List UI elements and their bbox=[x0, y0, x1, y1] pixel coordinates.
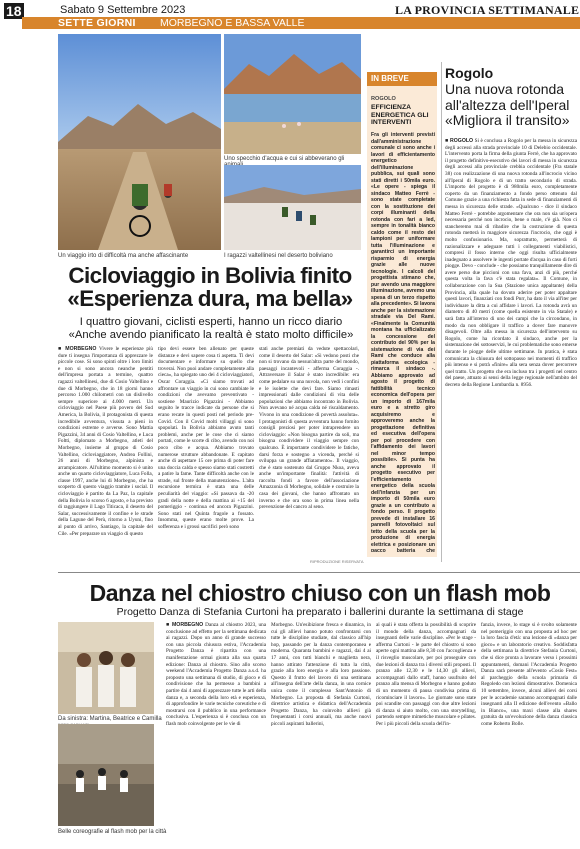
brief-title: EFFICIENZA ENERGETICA GLI INTERVENTI bbox=[371, 104, 429, 127]
bolivia-column-2-text: tipo devi essere ben allenato per queste distanze e devi sapere cosa ti aspetta. Ti devi documentare e informare su quello che troverai. Non puoi andare completamente alla cieca», ha spiegato uno dei 4 cicloviaggiatori, Oscar Coraggia. «Ci siamo trovati ad affrontare un viaggio in cui sono cambiate le condizioni che avevamo preventivato - sostiene Maurizio Pigazzini - Abbiamo seguito le tracce indicate da persone che si erano recate in questi posti nel periodo pre-Covid. Con il Covid molti villaggi si sono spopolati. In Bolivia abbiamo avuto tanti problemi, anche per le cose che ci siamo portati, come le scorte di cibo, avendo con noi poco cibo e acqua. Abbiamo trovato numerose strutture abbandonate. E capitato anche di aspettare 15 ore prima di poter fare una doccia calda e spesso siamo stati costretti a patire la fame. Tante difficoltà anche con le strade, sul fronte della manutenzione». L'alta escursione termica è stata una delle peculiarità del viaggio: «Si passava da -20 gradi della notte e della mattina ai +15 del pomeriggio - continua ed ancora Pigazzini. Sono stati nel Quinta fragole a fossato. Insomma, queste erano molte prove. La sofferenza e i grossi sacrifici però sono bbox=[158, 346, 254, 531]
caption-danza-bottom: Belle coreografie al flash mob per la città bbox=[58, 829, 167, 835]
rogolo-dateline: ■ ROGOLO bbox=[445, 138, 474, 144]
brief-kicker: ROGOLO bbox=[371, 96, 396, 102]
rogolo-body bbox=[445, 138, 577, 558]
bolivia-column-1 bbox=[58, 346, 153, 564]
danza-column-1 bbox=[166, 622, 266, 844]
danza-title: Danza nel chiostro chiuso con un flash mob bbox=[89, 580, 551, 606]
bolivia-deck-line1: I quattro giovani, ciclisti esperti, hanno un ricco diario bbox=[79, 316, 343, 328]
photo-bolivia-top-right bbox=[224, 34, 361, 154]
bolivia-credit: RIPRODUZIONE RISERVATA bbox=[310, 559, 364, 564]
issue-date: Sabato 9 Settembre 2023 bbox=[60, 4, 186, 16]
bolivia-deck bbox=[56, 316, 366, 342]
bolivia-column-3-text: stati anche premiati da vedute spettacolari, come il deserto del Salar: «Si vedono posti che non si trovano da nessun'altra parte del mondo, paesaggi incantevoli - afferma Coraggia -. Attraversare il Salar è stato incredibile: era come pedalare su una nuvola, non vedi i confini e le isolette che devi fare. Siamo rimasti impressionati dalle condizioni di vita delle popolazioni che abbiamo incontrato in Bolivia. Non avevano né acqua calda né riscaldamento. Vivono in una condizione di povertà assoluta». I protagonisti di questa avventura hanno fornito consigli preziosi per poter intraprendere un cicloviaggio: «Non bisogna partire da soli, ma bisogna condividere il viaggio sempre con qualcuno. È importante condividere le fatiche, darsi forza e sostegno a vicenda, perché si sviluppa un grande affiatamento». Il viaggio, che è stato sostenuto dal Gruppo Nkoa, aveva anche un'importante finalità: l'attività di raccolta fondi a favore dell'associazione Amazzonia di Morbegno, solidale e costruire la casa dei giovani, che hanno affrontato un inverno e che ora sono in prima linea nella prevenzione del cancro al seno. bbox=[259, 346, 359, 511]
bolivia-headline-line1: Cicloviaggio in Bolivia finito bbox=[68, 263, 352, 288]
bolivia-column-2 bbox=[158, 346, 254, 564]
photo-bolivia-bottom-right bbox=[224, 165, 361, 250]
caption-bolivia-bottom-right: I ragazzi valtellinesi nel deserto boliviano bbox=[224, 253, 333, 259]
danza-column-3-text: ai quali è stata offerta la possibilità di scoprire il mondo della danza, accompagnati da insegnanti delle varie discipline. «Per le stage - afferma Curtoni - le parte del chiostro si sono aperte ogni mattina alle 8,30 con l'accoglienza e il risveglio muscolare, per poi proseguire con due lezioni di danza tra i diversi stili proposti. Il pranzo alle 12,30 e le 14,30 gli allievi, accompagnati dallo staff, hanno usufruito del pranzo alla mensa di Morbegno e hanno goduto di un momento di pausa condivisa prima di ricominciare il lavoro». Le giornate sono state poi scandite con passaggi con due altre lezioni di danza si aiuto molto, con una storytelling, partendo sempre mimetiche muscolare e pilates. Per i più piccoli della scuola dell'in- bbox=[376, 622, 476, 727]
photo-bolivia-left bbox=[58, 34, 221, 250]
rogolo-body-text: Si è conclusa a Rogolo per la messa in sicurezza degli accessi alla strada provinciale 10 di Delebio occidentale. L'intervento porta la firma della giunta Ferrè, che ha approvato il progetto definitivo-esecutivo dei lavori di messa in sicurezza degli accessi alla provinciale crebbia occidentale (Fra statale 38) con realizzazione di una nuova rotonda all'incrocio vicino all'Iperal di Rogolo e di un tratto secondario di strada. L'importo del progetto è di 980mila euro, completamente coperto da un finanziamento a fondo perso ottenuto dal Comune grazie a una richiesta fatta in sede di finanziamenti di messa in sicurezza delle strade. «Qualcuno - dice il sindaco Matteo Ferrè - potrebbe argomentare che ora non sia un'opera necessaria perché non incrocio, bene o male, c'è già. Non ci stancheremo mai di ribadire che la costruzione di questa rotonda metterà in maggiore sicurezza l'incrocio, che oggi è molto confusionario. Ma, soprattutto, permetterà di razionalizzare e adeguare tutti i collegamenti viabilistici, compresi il fosso interno che oggi risulta ufficialmente inadeguato a assolvere le ingenti portate d'acqua in caso di forti piogge. Devo - conclude - che possiamo tranquillamente dire di avere perso due piccioni con una fava, anzi di più, perché questa volta la fava c'è stata regalata». Il Comune, in collaborazione con la Sua (Stazione unica appaltante) della Provincia, alla quale ha dovuto aderire per poter appaltare questi lavori, finanziati con fondi Pnrr, ha dato il via all'iter per individuare la ditta a cui affidare i lavori. La rotonda avrà un diametro di 40 metri (come quella esistente in via Statale) e sarà fatta all'interno di uno dei campi che la circondano, in modo da non obbligare il traffico a dover fare manovre disagevoli. Oltre alla messa in sicurezza dell'intervento su Rogolo, come ha ricordato il sindaco, anche per la sistemazione dei sottoservizi, le cui problematiche sono emerse durante le piogge delle ultime settimane. In pratica, è stata comunicata la chiusura del sottopasso nei momenti di traffico più intenso e si potrà «finire» alla sera senza dover percorrere quel tratto. Un progetto che era incluso tra i progetti nel centro del paese, attuato ai sensi della legge regionale nell'ambito del decreto della Regione Lombardia n. 8956. bbox=[445, 138, 577, 388]
danza-deck: Progetto Danza di Stefania Curtoni ha preparato i ballerini durante la settimana di stage bbox=[116, 606, 524, 618]
bolivia-deck-line2: «Anche avendo pianificato la realtà è stato molto difficile» bbox=[68, 329, 354, 341]
caption-bolivia-left: Un viaggio irto di difficoltà ma anche affascinante bbox=[58, 253, 189, 259]
column-divider bbox=[441, 62, 442, 562]
danza-column-1-text: Danza al chiostro 2023, una conclusione ad effetto per la settimana dedicata ai ragazzi. Dopo un anno di grande successo con una piccola chiusura estiva, l'Accademia Progetto Danza è ripartita con una manifestazione ormai giunta alla sua quarta edizione: Danza al chiostro. Sino allo scorso weekend l'Accademia Progetto Danza a.s.d. ha proposto una settimana di studio, di gioco e di condivisione che ha permesso a bambini a partire dai 4 anni di apprezzare tutte le arti della danza e, a seconda della loro età e esperienza, di approfondire le varie tecniche coreutiche e di mostrarsi con il pubblico in una performance conclusiva. L'esperienza si è conclusa con un flash mob coinvolgente per le vie di bbox=[166, 622, 266, 727]
masthead: LA PROVINCIA SETTIMANALE bbox=[395, 3, 580, 17]
bolivia-headline-line2: «Esperienza dura, ma bella» bbox=[67, 286, 353, 311]
caption-danza-top-text: Da sinistra: Martina, Beatrice e Camilla bbox=[58, 716, 162, 722]
bolivia-headline bbox=[60, 264, 360, 310]
section-label: SETTE GIORNI bbox=[58, 17, 136, 29]
photo-danza-top bbox=[58, 622, 154, 714]
danza-column-2-text: Morbegno. Un'esibizione fresca e dinamica, in cui gli allievi hanno potuto confrontarsi con tutte le discipline studiate, dal classico all'hip hop, passando per la danza contemporanea e moderna. Quaranta bambini e ragazzi, dai 4 ai 17 anni, con tutti bianchi e maglietta nera, hanno attirato l'attenzione di tutta la città, grazie alla loro energia e alla loro passione. Questo il frutto del lavoro di una settimana all'insegna dell'arte della danza, in una cornice unica come il complesso Sant'Antonio di Morbegno. La proposta di Stefania Curtoni, direttrice artistica e didattica dell'Accademia Progetto Danza, ha coinvolto allievi già frequentanti i corsi annuali, ma anche nuovi piccoli aspiranti ballerini, bbox=[271, 622, 371, 727]
danza-dateline: ■ MORBEGNO bbox=[166, 622, 204, 628]
page-number: 18 bbox=[6, 3, 22, 19]
rogolo-title: Una nuova rotonda all'altezza dell'Iperal «Migliora il transito» bbox=[445, 81, 570, 128]
bolivia-column-1-text: Vivere le esperienze più dure ti insegna l'importanza di apprezzare le piccole cose. Si sono spinti oltre i loro limiti e non si sono ancora neanche pentiti dell'impresa portata a termine, quattro ragazzi valtellinesi, due di Cosio Valtellino e due di Morbegno, che in 18 giorni hanno percorso 1.000 chilometri con un dislivello sempre superiore ai 4.000 metri. Un cicloviaggio nel Paese più povero del Sud America, la Bolivia, il protagonista di questa incredibile avventura, vissuta a pieni in condizioni estreme e avverse. Sono Mattia Pigazzini, 34 anni di Cosio Valtellino, e Luca Foltti, diplomato a Morbegno, atleti del Morbegno, insieme al gruppo di Cosio Valtellino, cicloviaggiatore, Andrea Follini, 26 anni di Morbegno, alpinista e arrampicatore. All'ultimo momento si è unito anche un quarto cicloviaggiatore, Luca Folla, classe 1997, anche lui di Morbegno, che ha scoperto di questo viaggio tramite i social. Il cicloviaggio è partito da La Paz, la capitale della Bolivia lo scorso 6 agosto, e ha previsto di raggiungere il Lago Titicaca, il deserto del Salar, successivamente il confine e le strade della Lagune del Perù, ritorno a Uyuni, fino al punto di arrivo, Santiago, la capitale del Cile. «Per preparare un viaggio di questo bbox=[58, 346, 153, 537]
danza-column-4-text: fanzia, invece, lo stage si è svolto solamente nel pomeriggio con una proposta ad hoc per la loro fascia d'età: una lezione di «danza per gioco» e un laboratorio creativo. Soddisfatta della settimana la direttrice Stefania Curtoni, che si dice pronta a lavorare verso i prossimi appuntamenti, domani l'Accademia Progetto Danza sarà presente all'evento «Cosio Fest» al parcheggio della scuola primaria di Regoledo con lezioni dimostrative. Domenica 10 settembre, invece, alcuni allievi dei corsi per le accademie saranno accompagnati dalle insegnanti alla II edizione dell'evento «Ballo in Bianco», una maxi classe alla shares gratuita da un'evoluzione della danza classica come Roberto Bolle. bbox=[481, 622, 577, 727]
bolivia-column-3 bbox=[259, 346, 359, 558]
brief-body: Fra gli interventi previsti dall'amministrazione comunale ci sono anche i lavori di efficientamento energetico dell'illuminazione pubblica, sui quali sono stati diretti i 50mila euro. «Le opere - spiega il sindaco Matteo Ferrè - sono state completate con la sostituzione dei corpi illuminanti della rotonda con fari a led, sempre in tonalità bianco caldo come il resto dei lampioni per uniformare tutta l'illuminazione e garantirci un importante risparmio di energia grazie alle nuove tecnologie. I calcoli del progettista stimano che, pur avendo una maggiore illuminazione, avremo una spesa di un terzo rispetto alla precedente». Si lavora anche per la sistemazione stradale via Del Rami. «Finalmente la Comunità montana ha ufficializzato la concessione del contributo del 90% per la sistemazione di via dei Rami che conduce alla piattaforma ecologica - rimarca il sindaco -. Abbiamo approvato ad agosto il progetto di fattibilità tecnico economica dell'opera per un importo di 167mila euro e a stretto giro acquisiremo e approveremo anche la progettazione definitiva ed esecutiva dell'opera per poi procedere con l'affidamento dei lavori nel minor tempo possibile». Si punta ha anche approvato il progetto esecutivo per l'efficientamento energetico della scuola dell'infanzia per un importo di 50mila euro grazie a un contributo a fondo perso. Il progetto prevede di installare 16 pannelli fotovoltaici sul tetto della scuola per la produzione di energia elettrica e posizionare un pacco batteria che bbox=[371, 132, 435, 552]
photo-danza-bottom bbox=[58, 724, 154, 826]
bolivia-dateline: ■ MORBEGNO bbox=[58, 346, 97, 352]
danza-column-4 bbox=[481, 622, 577, 844]
subsection-label: MORBEGNO E BASSA VALLE bbox=[160, 17, 305, 29]
danza-column-2 bbox=[271, 622, 371, 844]
caption-bolivia-top-right: Uno specchio d'acqua e cui si abbeverano gli bbox=[224, 156, 345, 162]
brief-tag: IN BREVE bbox=[367, 72, 437, 86]
story-separator bbox=[58, 572, 580, 573]
danza-column-3 bbox=[376, 622, 476, 844]
rogolo-kicker: Rogolo bbox=[445, 65, 494, 81]
